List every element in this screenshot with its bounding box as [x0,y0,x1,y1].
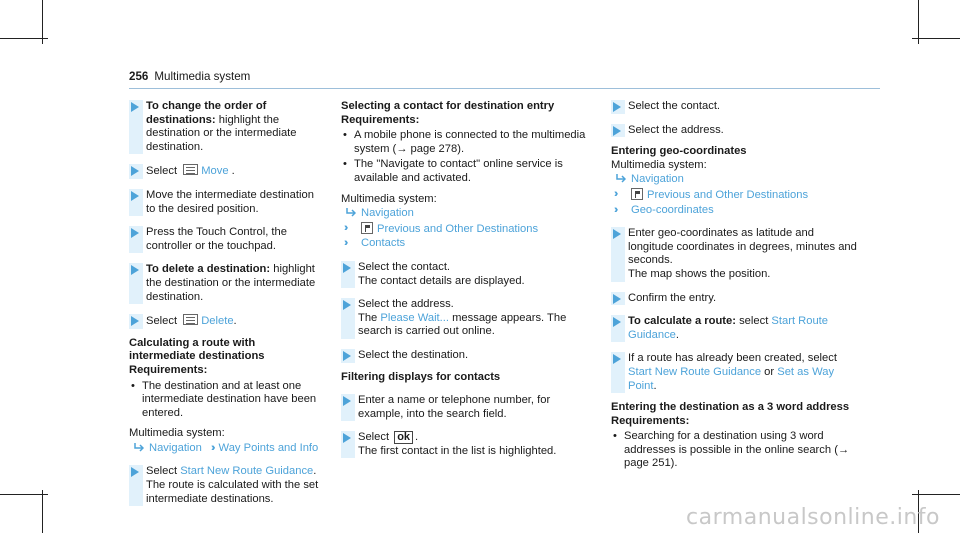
step-note: message appears. The search is carried out online. [358,311,567,338]
step [611,352,861,393]
step-arrow-icon [613,354,621,364]
menu-path [341,207,591,221]
menu-move[interactable]: Move [201,165,229,178]
step [341,261,591,288]
step-arrow-icon [131,166,139,176]
step-text: highlight the destination or the intermediate destination. [146,113,297,153]
step-text: Move the intermediate destination to the desired position. [146,188,314,215]
step-text: Press the Touch Control, the controller or the touchpad. [146,226,287,252]
step-arrow-icon [343,300,351,310]
menu-navigation[interactable]: Navigation [361,207,414,220]
list-icon [183,164,198,175]
step [129,164,324,179]
step-arrow-icon [131,316,139,326]
turn-arrow-icon [346,208,356,217]
section-heading: Filtering displays for contacts [341,370,501,383]
turn-arrow-icon [616,174,626,183]
step [129,263,324,304]
step-bold: To change the order of destinations: [146,100,267,126]
step [341,431,591,458]
menu-way-points[interactable]: Way Points and Info [218,441,319,454]
menu-path [341,237,591,251]
step [611,315,861,342]
step-text: Select the address. [358,298,454,311]
step-note: The first contact in the list is highlighted. [358,444,557,457]
requirements-label: Requirements: [611,414,690,427]
step-bold: To delete a destination: [146,263,271,276]
flag-icon [361,222,373,234]
step [611,292,861,306]
step [129,226,324,253]
step-arrow-icon [131,191,139,201]
step [129,189,324,216]
menu-delete[interactable]: Delete [201,315,234,328]
step-note: The map shows the position. [628,267,771,280]
step [341,394,591,421]
step-arrow-icon [131,265,139,275]
requirement-item [611,430,861,471]
step [611,227,861,281]
page-header [129,70,250,84]
step-text: . [675,328,680,341]
turn-arrow-icon [134,443,144,452]
step-text: Select the destination. [358,348,469,361]
step-text: . [415,431,419,444]
step-text: Enter a name or telephone number, for example, into the search field. [358,394,551,420]
requirement-text: The destination and at least one intermediate destination have been entered. [142,379,317,419]
step-bold: To calculate a route: [628,315,736,328]
step-text: Select [146,315,181,328]
menu-navigation[interactable]: Navigation [149,441,202,454]
step-arrow-icon [343,351,351,361]
step-text: If a route has already been created, select [628,352,837,365]
crop-mark [42,490,43,533]
menu-start-route[interactable]: Start Route Guidance [628,315,829,341]
section-heading: Entering the destination as a 3 word address [611,401,850,414]
step [611,124,861,138]
chevron-right-icon: ›› [614,203,616,216]
bullet-icon: • [613,430,617,443]
page-number: 256 [129,70,149,83]
flag-icon [631,188,643,200]
requirement-text: Searching for a destination using 3 word addresses is possible in the online search (→ page 251). [624,430,850,470]
step-text: or [761,365,778,378]
step [129,465,324,506]
requirement-item [341,129,591,156]
step-arrow-icon [613,229,621,239]
menu-navigation[interactable]: Navigation [631,173,684,186]
please-wait-message: Please Wait... [380,311,449,324]
section-heading: Entering geo-coordinates [611,145,747,158]
step-text: . [313,465,317,478]
chevron-right-icon: ›› [614,187,616,200]
requirement-item [341,158,591,185]
step-text: Select the contact. [358,260,451,273]
step-arrow-icon [131,467,139,477]
step-arrow-icon [613,102,621,112]
bullet-icon: • [131,379,135,392]
requirements-label: Requirements: [341,113,420,126]
list-icon [183,314,198,325]
step-note: The contact details are displayed. [358,274,525,287]
step-text: highlight the destination or the intermediate destination. [146,263,316,303]
section-heading: Calculating a route with intermediate destinations [129,336,265,363]
step-arrow-icon [613,317,621,327]
menu-start-new-route[interactable]: Start New Route Guidance [180,465,314,478]
menu-previous-destinations[interactable]: Previous and Other Destinations [647,188,809,201]
step-arrow-icon [131,102,139,112]
menu-path [611,204,861,218]
bullet-icon: • [343,158,347,171]
step [129,314,324,329]
crop-mark [0,38,48,39]
menu-path [611,173,861,187]
column-2 [341,100,591,458]
crop-mark [912,38,960,39]
step-text: . [228,165,235,178]
step-text: select [735,315,772,328]
menu-path [341,222,591,237]
step [341,349,591,363]
watermark: carmanualsonline.info [686,505,940,531]
step-text: Select [358,431,393,444]
step-text: Select [146,465,181,478]
chevron-right-icon: ›› [210,441,213,454]
menu-path [129,442,324,456]
section-title: Multimedia system [154,70,251,83]
step-arrow-icon [131,228,139,238]
bullet-icon: • [343,129,347,142]
menu-contacts[interactable]: Contacts [361,237,406,250]
step-text: Select the address. [628,123,724,136]
step [129,100,324,154]
menu-geo-coordinates[interactable]: Geo-coordinates [631,203,714,216]
chevron-right-icon: ›› [344,237,346,250]
step-arrow-icon [343,396,351,406]
step-text: Confirm the entry. [628,291,717,304]
step-arrow-icon [613,126,621,136]
step-note: The route is calculated with the set intermediate destinations. [146,479,319,505]
requirement-item [129,380,324,421]
requirement-text: The "Navigate to contact" online service is available and activated. [354,158,563,184]
step-text: Enter geo-coordinates as latitude and longitude coordinates in degrees, minutes and seconds. [628,227,857,267]
step-text: Select [146,165,181,178]
step-arrow-icon [343,433,351,443]
ok-icon: ok [394,431,413,444]
column-1 [129,100,324,506]
menu-path [611,188,861,203]
step-arrow-icon [343,263,351,273]
header-rule [129,88,880,89]
step-text: . [233,315,237,328]
system-label: Multimedia system: [611,158,707,171]
step-note: The [358,311,381,324]
step-arrow-icon [613,294,621,304]
crop-mark [912,494,960,495]
menu-set-as-way-point[interactable]: Set as Way Point [628,365,835,392]
step-text: Select the contact. [628,100,721,112]
step-text: . [653,379,657,392]
system-label: Multimedia system: [341,192,437,205]
crop-mark [0,494,48,495]
step [611,100,861,114]
requirement-text: A mobile phone is connected to the multimedia system (→ page 278). [354,129,586,155]
requirements-label: Requirements: [129,363,208,376]
chevron-right-icon: ›› [344,221,346,234]
step [341,298,591,339]
column-3 [611,100,861,471]
system-label: Multimedia system: [129,427,225,440]
section-heading: Selecting a contact for destination entry [341,100,555,112]
menu-start-new-route[interactable]: Start New Route Guidance [628,365,762,378]
menu-previous-destinations[interactable]: Previous and Other Destinations [377,222,539,235]
